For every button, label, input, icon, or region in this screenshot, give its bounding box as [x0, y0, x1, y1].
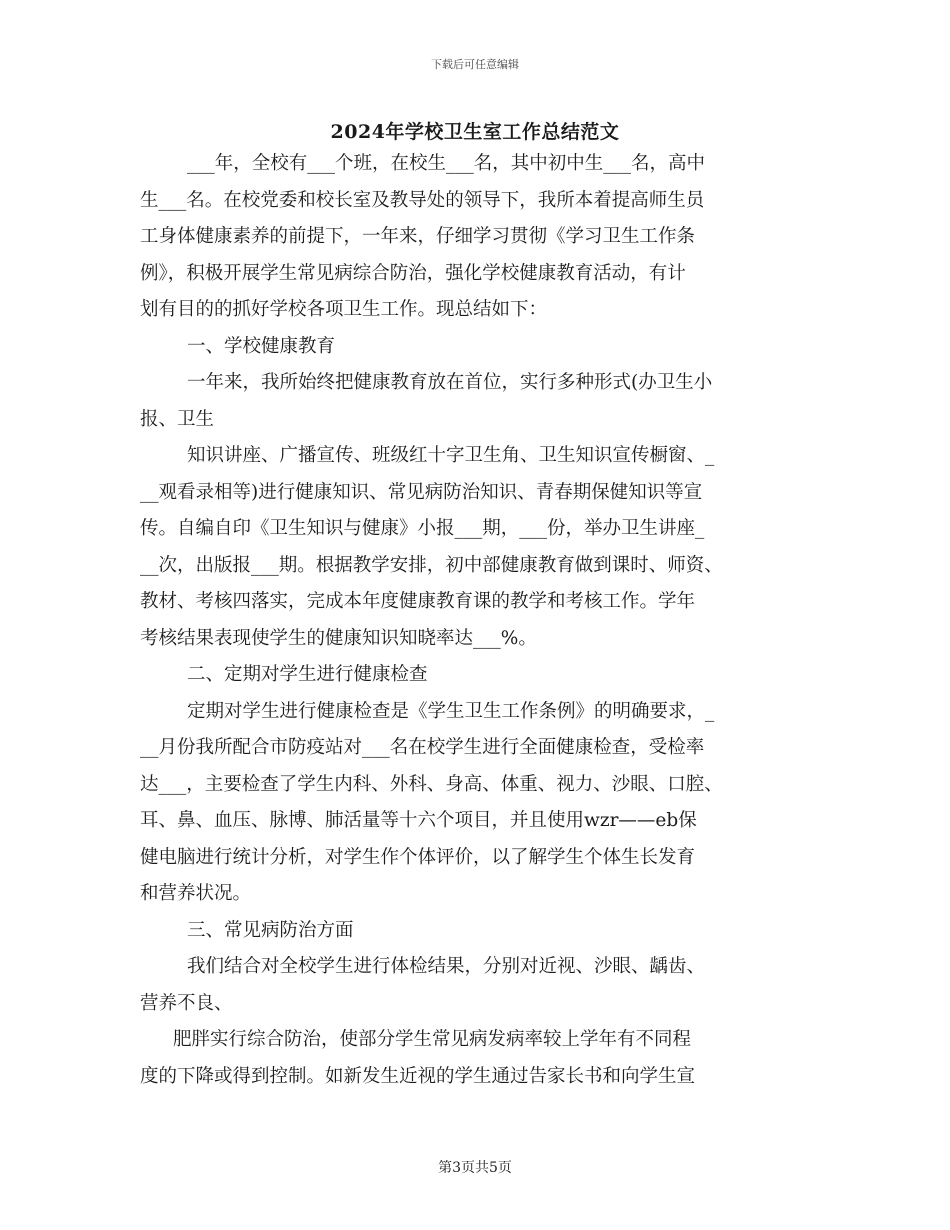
paragraph-line: 传。自编自印《卫生知识与健康》小报___期，___份，举办卫生讲座_ — [140, 518, 705, 539]
section-heading: 二、定期对学生进行健康检查 — [187, 664, 428, 685]
paragraph-line: 度的下降或得到控制。如新发生近视的学生通过告家长书和向学生宣 — [140, 1065, 696, 1087]
document-title: 2024年学校卫生室工作总结范文 — [330, 121, 620, 143]
paragraph-line: 例》，积极开展学生常见病综合防治，强化学校健康教育活动，有计 — [140, 262, 686, 284]
section-heading: 一、学校健康教育 — [187, 335, 336, 357]
paragraph-line: 肥胖实行综合防治，使部分学生常见病发病率较上学年有不同程 — [173, 1029, 692, 1050]
paragraph-line: __月份我所配合市防疫站对___名在校学生进行全面健康检查，受检率 — [140, 737, 705, 758]
paragraph-line: __次，出版报___期。根据教学安排，初中部健康教育做到课时、师资、 — [140, 554, 723, 576]
page-number: 第3页共5页 — [438, 1160, 512, 1176]
paragraph-line: 知识讲座、广播宣传、班级红十字卫生角、卫生知识宣传橱窗、_ — [187, 445, 715, 466]
paragraph-line: __观看录相等)进行健康知识、常见病防治知识、青春期保健知识等宣 — [140, 481, 703, 503]
paragraph-line: 营养不良、 — [140, 992, 233, 1014]
paragraph-line: 和营养状况。 — [140, 883, 252, 904]
paragraph-line: 考核结果表现使学生的健康知识知晓率达___%。 — [140, 627, 537, 649]
paragraph-line: 达___，主要检查了学生内科、外科、身高、体重、视力、沙眼、口腔、 — [140, 773, 723, 795]
paragraph-line: 划有目的的抓好学校各项卫生工作。现总结如下： — [140, 299, 548, 320]
document-body — [140, 146, 820, 1095]
paragraph-line: 健电脑进行统计分析，对学生作个体评价，以了解学生个体生长发育 — [140, 846, 696, 868]
paragraph-line: 教材、考核四落实，完成本年度健康教育课的教学和考核工作。学年 — [140, 591, 696, 612]
section-heading: 三、常见病防治方面 — [187, 919, 354, 941]
paragraph-line: 我们结合对全校学生进行体检结果，分别对近视、沙眼、龋齿、 — [187, 956, 706, 977]
header-note: 下载后可任意编辑 — [431, 58, 519, 71]
paragraph-line: 定期对学生进行健康检查是《学生卫生工作条例》的明确要求，_ — [187, 700, 715, 722]
paragraph-line: 报、卫生 — [140, 408, 215, 430]
paragraph-line: ___年，全校有___个班，在校生___名，其中初中生___名，高中 — [187, 153, 706, 174]
paragraph-line: 耳、鼻、血压、脉博、肺活量等十六个项目，并且使用wzr——eb保 — [140, 810, 697, 831]
paragraph-line: 生___名。在校党委和校长室及教导处的领导下，我所本着提高师生员 — [140, 189, 705, 211]
paragraph-line: 一年来，我所始终把健康教育放在首位，实行多种形式(办卫生小 — [187, 372, 713, 393]
paragraph-line: 工身体健康素养的前提下，一年来，仔细学习贯彻《学习卫生工作条 — [140, 226, 696, 247]
